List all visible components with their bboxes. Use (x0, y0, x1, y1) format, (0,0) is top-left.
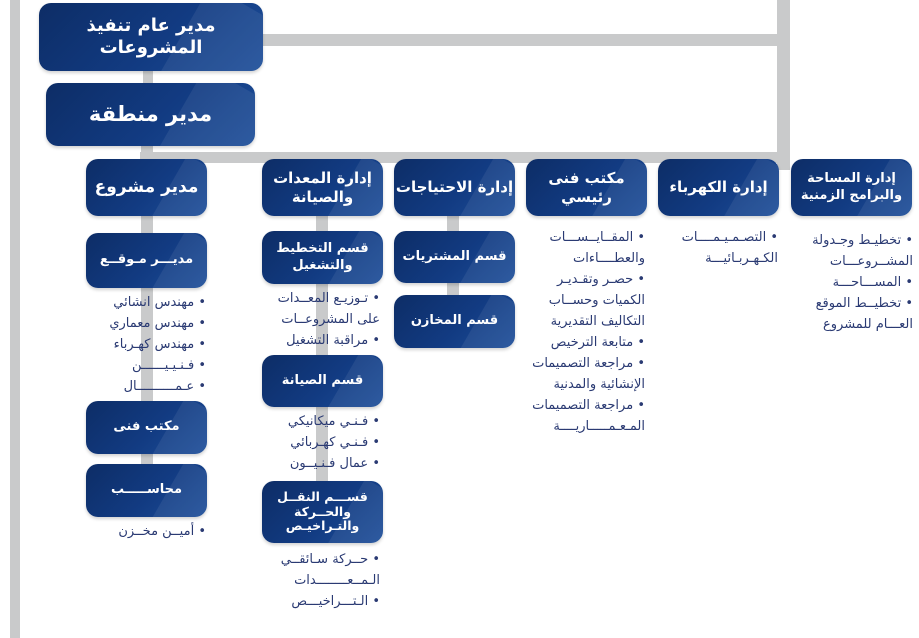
stores-section-label: قسم المخازن (410, 313, 499, 329)
maintenance-section-label: قسم الصيانة (281, 372, 364, 388)
list-item: • التصـمـيـمــــات (640, 227, 778, 248)
list-item: • فـنـيـيــــــن (60, 355, 206, 376)
general-manager-label: مدير عام تنفيذ المشروعات (86, 14, 216, 58)
list-item: والعطــــاءات (573, 251, 645, 266)
top-connector-line (255, 34, 785, 46)
site-manager-box (86, 233, 207, 288)
list-item: • فـنـي كهـربائي (230, 432, 380, 453)
site-manager-label: مديـــر مـوقــع (99, 252, 194, 268)
left-border-line (10, 0, 20, 638)
general-manager-box (39, 3, 263, 71)
equipment-dept-box (262, 159, 383, 216)
list-item: • تخطيــط الموقع (775, 293, 913, 314)
tech-office-tasks-list (505, 227, 645, 437)
list-item: • الـتـــراخيـــص (230, 591, 380, 612)
list-item: الـمــعــــــــدات (294, 573, 380, 588)
transport-tasks-list (230, 549, 380, 612)
needs-dept-box (394, 159, 515, 216)
main-tech-office-box (526, 159, 647, 216)
accountant-label: محاســـــب (110, 482, 183, 498)
area-manager-label: مدير منطقة (88, 102, 213, 127)
equipment-dept-label: إدارة المعدات والصيانة (273, 168, 372, 206)
list-item: • مهندس انشائي (60, 292, 206, 313)
tech-office-site-box (86, 401, 207, 454)
list-item: • مراجعة التصميمات (505, 395, 645, 416)
purchasing-section-label: قسم المشتريات (402, 248, 507, 264)
list-item: • عـمــــــــــال (60, 376, 206, 397)
tech-office-site-label: مكتب فنى (113, 419, 180, 435)
list-item: العـــام للمشروع (823, 317, 913, 332)
project-manager-box (86, 159, 207, 216)
stores-section-box (394, 295, 515, 348)
project-manager-label: مدير مشروع (94, 176, 199, 197)
maintenance-staff-list (230, 411, 380, 474)
list-item: • حصـر وتقـديـر (505, 269, 645, 290)
list-item: المـعـمـــــاريــــة (553, 419, 645, 434)
accountant-box (86, 464, 207, 517)
transport-section-box (262, 481, 383, 543)
list-item: • متابعة الترخيص (505, 332, 645, 353)
purchasing-section-box (394, 231, 515, 283)
list-item: • مراقبة التشغيل (230, 330, 380, 351)
right-vertical-line (777, 0, 790, 170)
list-item: • عمال فـنـيــون (230, 453, 380, 474)
survey-tasks-list (775, 230, 913, 335)
accountant-staff-list (60, 521, 206, 542)
list-item: التكاليف التقديرية (550, 314, 645, 329)
list-item: • تخطيـط وجـدولة (775, 230, 913, 251)
list-item: • حــركة سـائقــي (230, 549, 380, 570)
list-item: • مهندس كهـرباء (60, 334, 206, 355)
electrical-tasks-list (640, 227, 778, 269)
list-item: الإنشائية والمدنية (553, 377, 645, 392)
list-item: المشــروعـــات (829, 254, 913, 269)
list-item: الكميات وحســاب (548, 293, 645, 308)
list-item: • تـوزيـع المعــدات (230, 288, 380, 309)
main-tech-office-label: مكتب فنى رئيسي (548, 168, 625, 206)
planning-tasks-list (230, 288, 380, 351)
list-item: على المشروعــات (281, 312, 380, 327)
list-item: • المســـاحـــة (775, 272, 913, 293)
site-staff-list (60, 292, 206, 397)
transport-section-label: قســـم النقــل والحــركة والتـراخيـص (277, 489, 368, 534)
list-item: الكـهـربـائيـــة (705, 251, 778, 266)
survey-dept-box (791, 159, 912, 216)
list-item: • أميــن مخــزن (60, 521, 206, 542)
needs-dept-label: إدارة الاحتياجات (395, 178, 514, 197)
planning-section-box (262, 231, 383, 284)
maintenance-section-box (262, 355, 383, 407)
list-item: • المقــايــســـات (505, 227, 645, 248)
list-item: • مراجعة التصميمات (505, 353, 645, 374)
planning-section-label: قسم التخطيط والتشغيل (276, 241, 369, 273)
list-item: • فـنـي ميكانيكي (230, 411, 380, 432)
electrical-dept-label: إدارة الكهرباء (669, 178, 768, 197)
electrical-dept-box (658, 159, 779, 216)
area-manager-box (46, 83, 255, 146)
survey-dept-label: إدارة المساحة والبرامج الزمنية (800, 171, 903, 203)
list-item: • مهندس معماري (60, 313, 206, 334)
